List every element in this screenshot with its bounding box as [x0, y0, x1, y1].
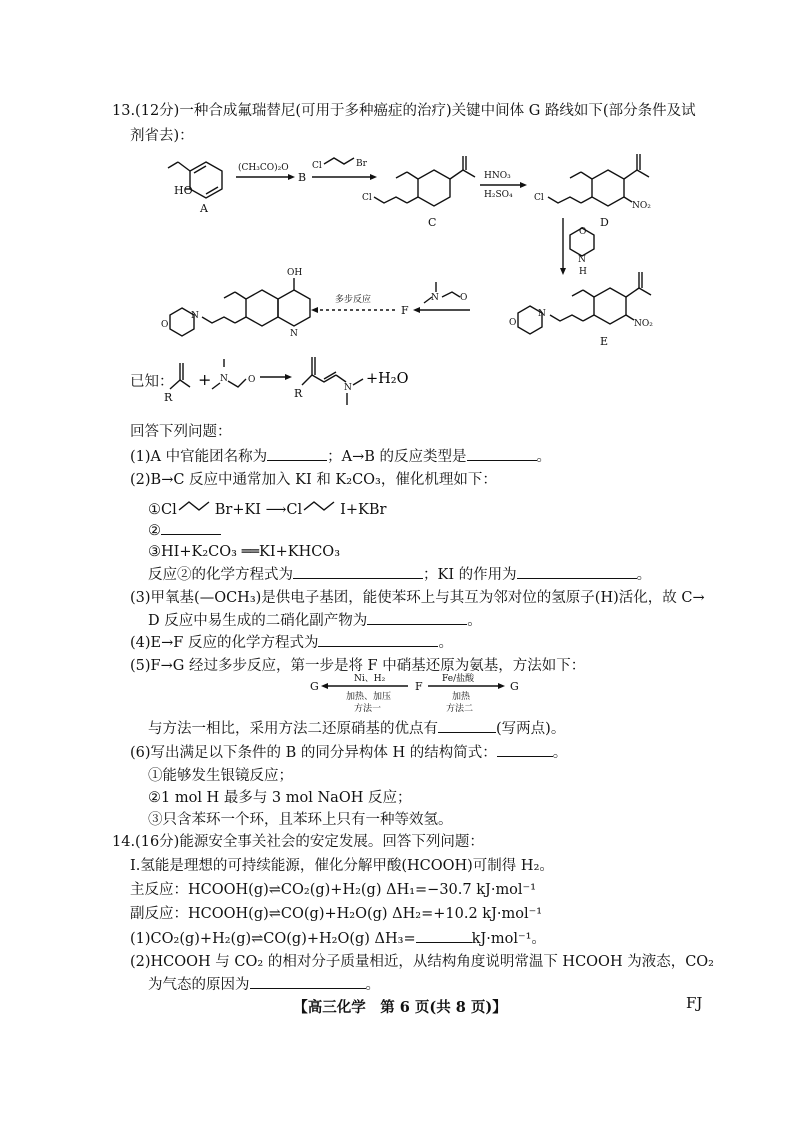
label-b: B [298, 171, 307, 184]
compound-e-structure [509, 272, 653, 348]
svg-text:H: H [579, 267, 587, 277]
svg-text:O: O [579, 227, 587, 237]
q13-2-step2: ② [148, 520, 221, 541]
q13-1: (1)A 中官能团名称为 ；A→B 的反应类型是 。 [130, 446, 551, 467]
q13-2: (2)B→C 反应中通常加入 KI 和 K₂CO₃，催化机理如下： [130, 472, 497, 488]
svg-text:+: + [198, 370, 212, 389]
svg-text:方法一: 方法一 [354, 704, 382, 714]
svg-text:N: N [191, 311, 199, 321]
q14-section1: Ⅰ.氢能是理想的可持续能源，催化分解甲酸(HCOOH)可制得 H₂。 [130, 858, 554, 874]
label-f: F [401, 304, 409, 317]
page-footer: 【高三化学 第 6 页(共 8 页)】 [293, 999, 507, 1016]
svg-text:OH: OH [287, 268, 303, 278]
svg-text:G: G [310, 680, 319, 693]
q13-6-cond3: ③只含苯环一个环，且苯环上只有一种等效氢。 [148, 812, 453, 828]
svg-text:N: N [344, 383, 352, 393]
svg-text:加热、加压: 加热、加压 [346, 692, 392, 702]
svg-text:R: R [294, 387, 303, 400]
label-a: A [200, 202, 208, 215]
svg-text:F: F [415, 680, 423, 693]
svg-text:N: N [578, 255, 586, 265]
svg-text:O: O [248, 375, 256, 385]
q13-title-line1: 13.(12分)一种合成氟瑞替尼(可用于多种癌症的治疗)关键中间体 G 路线如下(部分条件及试 [112, 103, 696, 119]
svg-text:O: O [161, 320, 169, 330]
answer-blank[interactable] [318, 632, 438, 647]
svg-text:N: N [220, 374, 228, 384]
svg-text:HNO₃: HNO₃ [484, 171, 511, 181]
answer-blank[interactable] [267, 446, 327, 461]
svg-text:Cl: Cl [362, 193, 372, 203]
svg-text:(CH₃CO)₂O: (CH₃CO)₂O [238, 163, 289, 173]
q14-1: (1)CO₂(g)+H₂(g)⇌CO(g)+H₂O(g) ΔH₃= kJ·mol⁻¹。 [130, 928, 546, 949]
compound-c-structure [362, 156, 475, 229]
svg-text:多步反应: 多步反应 [335, 295, 372, 305]
svg-text:N: N [431, 293, 439, 303]
q13-2-step3: ③HI+K₂CO₃ ══KI+KHCO₃ [148, 544, 341, 560]
svg-text:O: O [460, 293, 468, 303]
q14-main-reaction: 主反应：HCOOH(g)⇌CO₂(g)+H₂(g) ΔH₁=−30.7 kJ·mol⁻¹ [130, 882, 537, 898]
q13-title-line2: 剂省去)： [130, 128, 194, 144]
svg-text:G: G [510, 680, 519, 693]
label-c: C [428, 216, 437, 229]
svg-text:Fe/盐酸: Fe/盐酸 [442, 674, 475, 684]
svg-text:加热: 加热 [452, 692, 471, 702]
answer-blank[interactable] [161, 520, 221, 535]
q13-6-cond1: ①能够发生银镜反应； [148, 768, 293, 784]
q14-side-reaction: 副反应：HCOOH(g)⇌CO(g)+H₂O(g) ΔH₂=+10.2 kJ·mol⁻¹ [130, 906, 543, 922]
svg-text:H₂SO₄: H₂SO₄ [484, 190, 513, 200]
svg-text:Ni、H₂: Ni、H₂ [354, 674, 386, 684]
svg-text:HO: HO [174, 184, 193, 197]
q13-6-cond2: ②1 mol H 最多与 3 mol NaOH 反应； [148, 790, 412, 806]
compound-d-structure [534, 154, 651, 229]
q13-3-line2: D 反应中易生成的二硝化副产物为 。 [148, 610, 482, 631]
svg-text:R: R [164, 391, 173, 404]
known-reaction [160, 345, 420, 415]
label-e: E [600, 335, 609, 348]
answer-blank[interactable] [517, 564, 637, 579]
answer-blank[interactable] [416, 928, 472, 943]
q13-2-ask: 反应②的化学方程式为 ；KI 的作用为 。 [148, 564, 651, 585]
q13-2-step1: ①Cl Br+KI ⟶Cl I+KBr [148, 502, 387, 518]
svg-text:O: O [509, 318, 517, 328]
svg-text:N: N [538, 309, 546, 319]
label-d: D [600, 216, 609, 229]
questions-prompt: 回答下列问题： [130, 424, 232, 440]
svg-text:N: N [290, 329, 298, 339]
answer-blank[interactable] [497, 742, 553, 757]
svg-text:NO₂: NO₂ [634, 319, 653, 329]
svg-text:Br: Br [356, 159, 367, 169]
q14-2-line2: 为气态的原因为 。 [148, 974, 380, 995]
synthesis-scheme [0, 140, 800, 355]
svg-text:方法二: 方法二 [446, 704, 474, 714]
svg-text:Cl: Cl [312, 161, 322, 171]
reduction-methods-scheme [300, 672, 540, 720]
q13-6: (6)写出满足以下条件的 B 的同分异构体 H 的结构简式： 。 [130, 742, 567, 763]
q13-3-line1: (3)甲氧基(—OCH₃)是供电子基团，能使苯环上与其互为邻对位的氢原子(H)活化，故 C→ [130, 590, 705, 606]
known-label: 已知： [130, 374, 174, 390]
compound-g-structure [161, 268, 310, 339]
compound-a-structure [168, 162, 222, 215]
q13-5: (5)F→G 经过多步反应，第一步是将 F 中硝基还原为氨基，方法如下： [130, 658, 586, 674]
q14-title: 14.(16分)能源安全事关社会的安定发展。回答下列问题： [112, 834, 484, 850]
answer-blank[interactable] [467, 446, 537, 461]
q14-2-line1: (2)HCOOH 与 CO₂ 的相对分子质量相近，从结构角度说明常温下 HCOOH 为液态，CO₂ [130, 954, 714, 970]
corner-mark: FJ [686, 994, 703, 1012]
svg-text:Cl: Cl [534, 193, 544, 203]
q13-4: (4)E→F 反应的化学方程式为 。 [130, 632, 453, 653]
answer-blank[interactable] [250, 974, 366, 989]
answer-blank[interactable] [438, 718, 496, 733]
answer-blank[interactable] [293, 564, 423, 579]
svg-text:NO₂: NO₂ [632, 201, 651, 211]
answer-blank[interactable] [367, 610, 467, 625]
svg-text:+H₂O: +H₂O [366, 371, 409, 387]
q13-5-ask: 与方法一相比，采用方法二还原硝基的优点有 (写两点)。 [148, 718, 565, 739]
